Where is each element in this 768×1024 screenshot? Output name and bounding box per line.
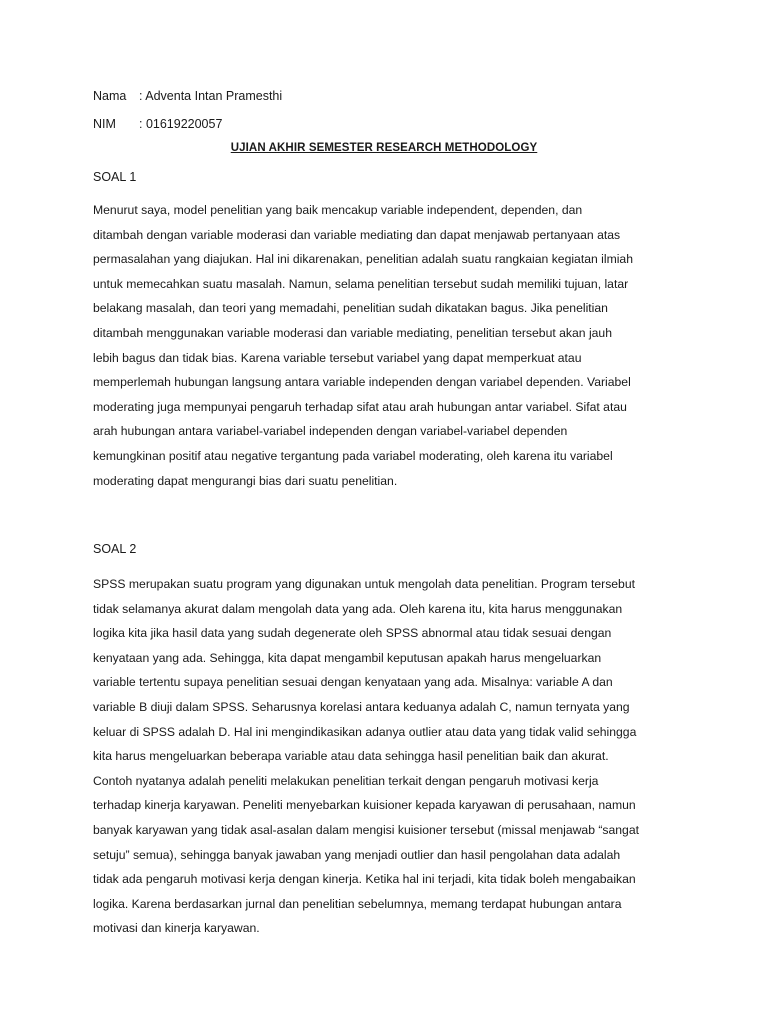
paragraph-line: ditambah dengan variable moderasi dan variable mediating dan dapat menjawab pertanyaan atas	[93, 227, 621, 242]
paragraph-line: permasalahan yang diajukan. Hal ini dikarenakan, penelitian adalah suatu rangkaian kegiatan ilmiah	[93, 252, 633, 267]
soal2-heading: SOAL 2	[93, 542, 137, 556]
paragraph-line: kenyataan yang ada. Sehingga, kita dapat mengambil keputusan apakah harus mengeluarkan	[93, 650, 602, 665]
document-title: UJIAN AKHIR SEMESTER RESEARCH METHODOLOGY	[230, 142, 538, 154]
paragraph-line: logika kita jika hasil data yang sudah degenerate oleh SPSS abnormal atau tidak sesuai dengan	[93, 626, 612, 641]
name-value: : Adventa Intan Pramesthi	[139, 89, 283, 103]
soal1-paragraph	[93, 202, 683, 497]
paragraph-line: untuk memecahkan suatu masalah. Namun, selama penelitian tersebut sudah memiliki tujuan, latar	[93, 276, 629, 291]
paragraph-line: moderating dapat mengurangi bias dari suatu penelitian.	[93, 473, 398, 488]
paragraph-line: keluar di SPSS adalah D. Hal ini mengindikasikan adanya outlier atau data yang tidak valid sehingga	[93, 724, 637, 739]
soal1-heading: SOAL 1	[93, 170, 137, 184]
paragraph-line: setuju” semua), sehingga banyak jawaban yang menjadi outlier dan hasil pengolahan data adalah	[93, 847, 621, 862]
paragraph-line: terhadap kinerja karyawan. Peneliti menyebarkan kuisioner kepada karyawan di perusahaan, namun	[93, 798, 636, 813]
paragraph-line: variable tertentu supaya penelitian sesuai dengan kenyataan yang ada. Misalnya: variable A dan	[93, 675, 613, 690]
paragraph-line: kita harus mengeluarkan beberapa variable atau data sehingga hasil penelitian baik dan akurat.	[93, 749, 609, 764]
paragraph-line: lebih bagus dan tidak bias. Karena variable tersebut variabel yang dapat memperkuat atau	[93, 350, 582, 365]
soal2-paragraph	[93, 576, 683, 945]
paragraph-line: Menurut saya, model penelitian yang baik mencakup variable independent, dependen, dan	[93, 203, 583, 217]
paragraph-line: motivasi dan kinerja karyawan.	[93, 921, 260, 936]
paragraph-line: tidak selamanya akurat dalam mengolah data yang ada. Oleh karena itu, kita harus menggunakan	[93, 601, 623, 616]
paragraph-line: banyak karyawan yang tidak asal-asalan dalam mengisi kuisioner tersebut (missal menjawab “sangat	[93, 822, 640, 837]
name-label: Nama	[93, 89, 127, 103]
paragraph-line: moderating juga mempunyai pengaruh terhadap sifat atau arah hubungan antar variabel. Sifat atau	[93, 399, 627, 414]
paragraph-line: tidak ada pengaruh motivasi kerja dengan kinerja. Ketika hal ini terjadi, kita tidak boleh mengabaikan	[93, 872, 636, 887]
paragraph-line: logika. Karena berdasarkan jurnal dan penelitian sebelumnya, memang terdapat hubungan antara	[93, 896, 622, 911]
paragraph-line: memperlemah hubungan langsung antara variable independen dengan variabel dependen. Variabel	[93, 375, 631, 390]
nim-row	[93, 116, 222, 132]
nim-label: NIM	[93, 117, 116, 131]
paragraph-line: belakang masalah, dan teori yang memadahi, penelitian sudah dikatakan bagus. Jika penelitian	[93, 301, 608, 316]
paragraph-line: Contoh nyatanya adalah peneliti melakukan penelitian terkait dengan pengaruh motivasi kerja	[93, 773, 599, 788]
paragraph-line: variable B diuji dalam SPSS. Seharusnya korelasi antara keduanya adalah C, namun ternyata yang	[93, 699, 630, 714]
paragraph-line: arah hubungan antara variabel-variabel independen dengan variabel-variabel dependen	[93, 424, 568, 439]
paragraph-line: ditambah menggunakan variable moderasi dan variable mediating, penelitian tersebut akan jauh	[93, 325, 612, 340]
paragraph-line: kemungkinan positif atau negative tergantung pada variabel moderating, oleh karena itu variabel	[93, 448, 613, 463]
nim-value: : 01619220057	[139, 117, 223, 131]
paragraph-line: SPSS merupakan suatu program yang digunakan untuk mengolah data penelitian. Program tersebut	[93, 577, 636, 591]
name-row	[93, 88, 282, 104]
